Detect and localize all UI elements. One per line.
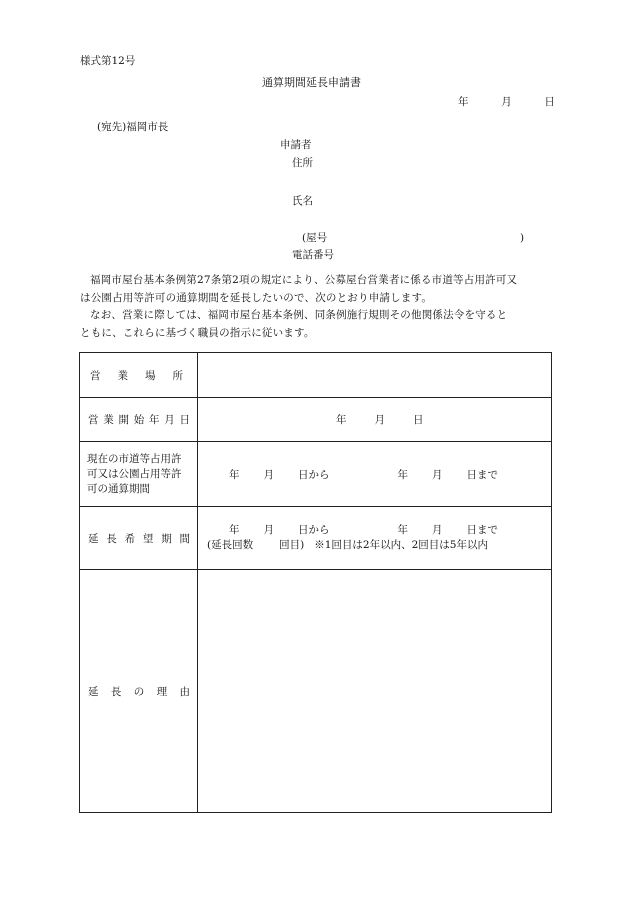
date-month-label: 月 <box>501 96 512 108</box>
extension-count-label: (延長回数 <box>207 539 254 551</box>
phone-label: 電話番号 <box>292 249 334 261</box>
extension-note: ※1回目は2年以内、2回目は5年以内 <box>314 539 488 551</box>
location-label-cell: 営 業 場 所 <box>80 353 198 398</box>
reason-label-cell: 延 長 の 理 由 <box>80 570 198 813</box>
row-extension-period <box>80 507 552 570</box>
address-label: 住所 <box>292 157 313 169</box>
row-reason <box>80 570 552 813</box>
shop-name-close: ) <box>520 232 525 244</box>
body-line: なお、営業に際しては、福岡市屋台基本条例、同条例施行規則その他関係法令を守ると <box>90 309 508 321</box>
body-line: ともに、これらに基づく職員の指示に従います。 <box>80 326 315 339</box>
row-start-date <box>80 398 552 442</box>
start-date-label-cell: 営 業 開 始 年 月 日 <box>80 398 198 442</box>
extension-label-cell: 延 長 希 望 期 間 <box>80 507 198 570</box>
current-period-label-cell: 現在の市道等占用許 可又は公園占用等許 可の通算期間 <box>80 442 198 507</box>
body-line: は公園占用等許可の通算期間を延長したいので、次のとおり申請します。 <box>80 291 433 304</box>
shop-name-open: (屋号 <box>302 232 328 244</box>
document-title: 通算期間延長申請書 <box>262 76 361 89</box>
submission-date <box>458 97 555 108</box>
current-period-field[interactable]: 年 月 日から 年 月 日まで <box>198 442 552 507</box>
location-field[interactable] <box>198 353 552 398</box>
row-location <box>80 353 552 398</box>
application-table <box>79 352 552 813</box>
extension-period-field[interactable]: 年 月 日から 年 月 日まで (延長回数 回目) ※1回目は2年以内、2回目は5年以内 <box>198 507 552 570</box>
row-current-period <box>80 442 552 507</box>
applicant-heading: 申請者 <box>280 139 312 151</box>
addressee: (宛先)福岡市長 <box>97 121 169 133</box>
date-year-label: 年 <box>458 96 469 108</box>
name-label: 氏名 <box>292 195 313 207</box>
form-number: 様式第12号 <box>80 55 136 67</box>
start-date-field[interactable]: 年 月 日 <box>198 398 552 442</box>
body-line: 福岡市屋台基本条例第27条第2項の規定により、公募屋台営業者に係る市道等占用許可又 <box>90 274 518 286</box>
body-text <box>80 272 562 342</box>
extension-count-suffix: 回目) <box>279 539 305 551</box>
reason-field[interactable] <box>198 570 552 813</box>
date-day-label: 日 <box>544 96 555 108</box>
